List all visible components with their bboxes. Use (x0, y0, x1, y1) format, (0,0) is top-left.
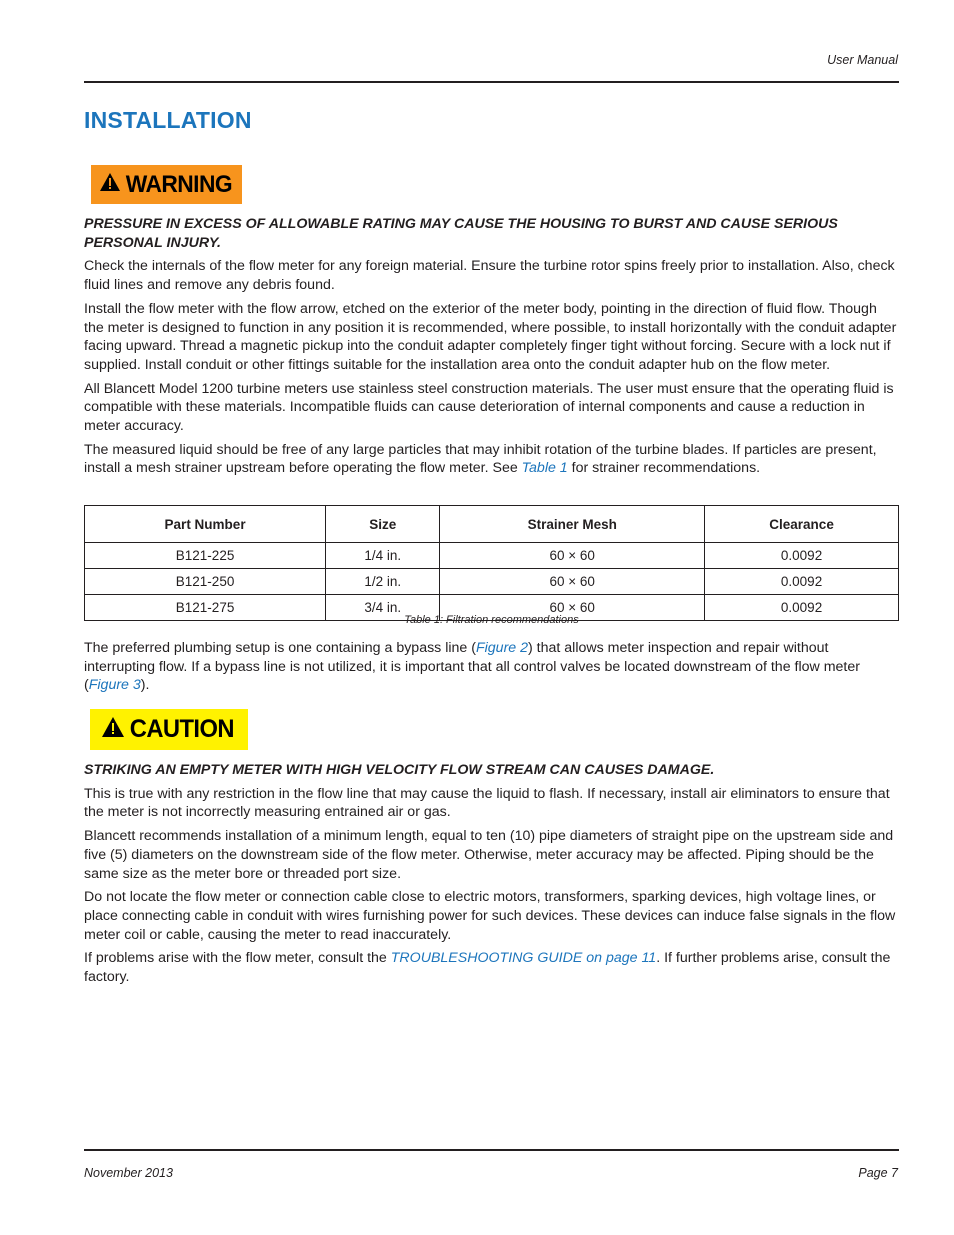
table-cell: 60 × 60 (440, 595, 705, 621)
figure-2-link[interactable]: Figure 2 (475, 640, 529, 656)
table-row (85, 543, 899, 569)
table-cell: 1/4 in. (326, 543, 440, 569)
table-cell: B121-275 (85, 595, 326, 621)
para-troubleshooting (84, 949, 900, 986)
troubleshooting-link[interactable]: TROUBLESHOOTING GUIDE on page 11 (390, 950, 657, 967)
warning-alert: PRESSURE IN EXCESS OF ALLOWABLE RATING MAY CAUSE THE HOUSING TO BURST AND CAUSE SERIOUS PERSONAL INJURY. (84, 216, 838, 251)
para-plumbing-b: ) that allows meter inspection and repair without interrupting flow. If a bypass line is not utilized, it is important that all control valves be located downstream of the flow meter ( (84, 640, 860, 694)
table-cell: B121-250 (85, 569, 326, 595)
table-row (85, 569, 899, 595)
para-plumbing-a: The preferred plumbing setup is one containing a bypass line ( (84, 640, 476, 656)
table-cell: B121-225 (85, 543, 326, 569)
para-particles-a: The measured liquid should be free of any large particles that may inhibit rotation of the turbine blades. If particles are present, install a mesh strainer upstream before operating the flow meter. See (84, 441, 877, 477)
table-cell: 1/2 in. (326, 569, 440, 595)
caution-section (84, 761, 900, 992)
table-cell: 60 × 60 (440, 543, 705, 569)
para-install: Install the flow meter with the flow arrow, etched on the exterior of the meter body, pointing in the direction of fluid flow. Though the meter is designed to function in any position it is recommended, where possible, to install horizontally with the conduit adapter facing upward. Thread a magnetic pickup into the conduit adapter completely finger tight without forcing. Secure with a lock nut if supplied. Install conduit or other fittings suitable for the installation area onto the conduit adapter hub on the flow meter. (84, 300, 897, 373)
table-cell: 0.0092 (705, 543, 899, 569)
footer-rule (84, 1149, 899, 1151)
section-title: INSTALLATION (84, 107, 252, 133)
caution-badge-text: CAUTION (129, 715, 235, 743)
table-cell: 0.0092 (705, 569, 899, 595)
warning-triangle-icon (99, 172, 121, 197)
table-1-link[interactable]: Table 1 (521, 460, 568, 477)
para-materials: All Blancett Model 1200 turbine meters use stainless steel construction materials. The user must ensure that the operating fluid is compatible with these materials. Incompatible fluids can cause deterioration of internal components and cause a reduction in meter accuracy. (84, 380, 894, 435)
table-cell: 3/4 in. (326, 595, 440, 621)
para-pipe-length: Blancett recommends installation of a minimum length, equal to ten (10) pipe diameters of straight pipe on the upstream side and five (5) diameters on the downstream side of the flow meter. Otherwise, meter accuracy may be affected. Piping should be the same size as the meter bore or threaded port size. (84, 828, 894, 882)
caution-triangle-icon (101, 716, 125, 743)
para-troubleshooting-a: If problems arise with the flow meter, consult the (84, 950, 391, 967)
header-rule (84, 81, 899, 83)
table-header-cell: Clearance (705, 506, 899, 543)
para-plumbing (84, 639, 900, 695)
caution-badge (90, 709, 248, 750)
para-troubleshooting-b: . If further problems arise, consult the factory. (84, 950, 891, 986)
para-particles (84, 441, 900, 478)
para-interference: Do not locate the flow meter or connection cable close to electric motors, transformers, sparking devices, high voltage lines, or place connecting cable in conduit with wires furnishing power for such devices. These devices can induce false signals in the flow meter coil or cable, causing the meter to read inaccurately. (84, 889, 896, 943)
table-header-cell: Size (326, 506, 440, 543)
footer-date: November 2013 (84, 1166, 173, 1180)
para-particles-b: for strainer recommendations. (567, 460, 761, 477)
para-flash: This is true with any restriction in the flow line that may cause the liquid to flash. If necessary, install air eliminators to ensure that the meter is not incorrectly measuring entrained air or gas. (84, 785, 890, 821)
table-cell: 60 × 60 (440, 569, 705, 595)
footer-page-number: Page 7 (858, 1166, 898, 1180)
caution-alert: STRIKING AN EMPTY METER WITH HIGH VELOCITY FLOW STREAM CAN CAUSES DAMAGE. (84, 762, 715, 778)
para-inspect: Check the internals of the flow meter for any foreign material. Ensure the turbine rotor spins freely prior to installation. Also, check fluid lines and remove any debris found. (84, 258, 895, 294)
table-cell: 0.0092 (705, 595, 899, 621)
table-header-cell: Part Number (85, 506, 326, 543)
warning-badge (91, 165, 242, 204)
plumbing-section (84, 639, 900, 700)
warning-section (84, 215, 900, 483)
table-header-cell: Strainer Mesh (440, 506, 705, 543)
warning-badge-text: WARNING (125, 170, 232, 198)
table-header-row (85, 506, 899, 543)
filtration-table (84, 505, 899, 621)
para-plumbing-c: ). (140, 677, 150, 694)
figure-3-link[interactable]: Figure 3 (88, 677, 141, 694)
table-caption: Table 1: Filtration recommendations (404, 614, 579, 626)
header-label: User Manual (827, 53, 898, 67)
